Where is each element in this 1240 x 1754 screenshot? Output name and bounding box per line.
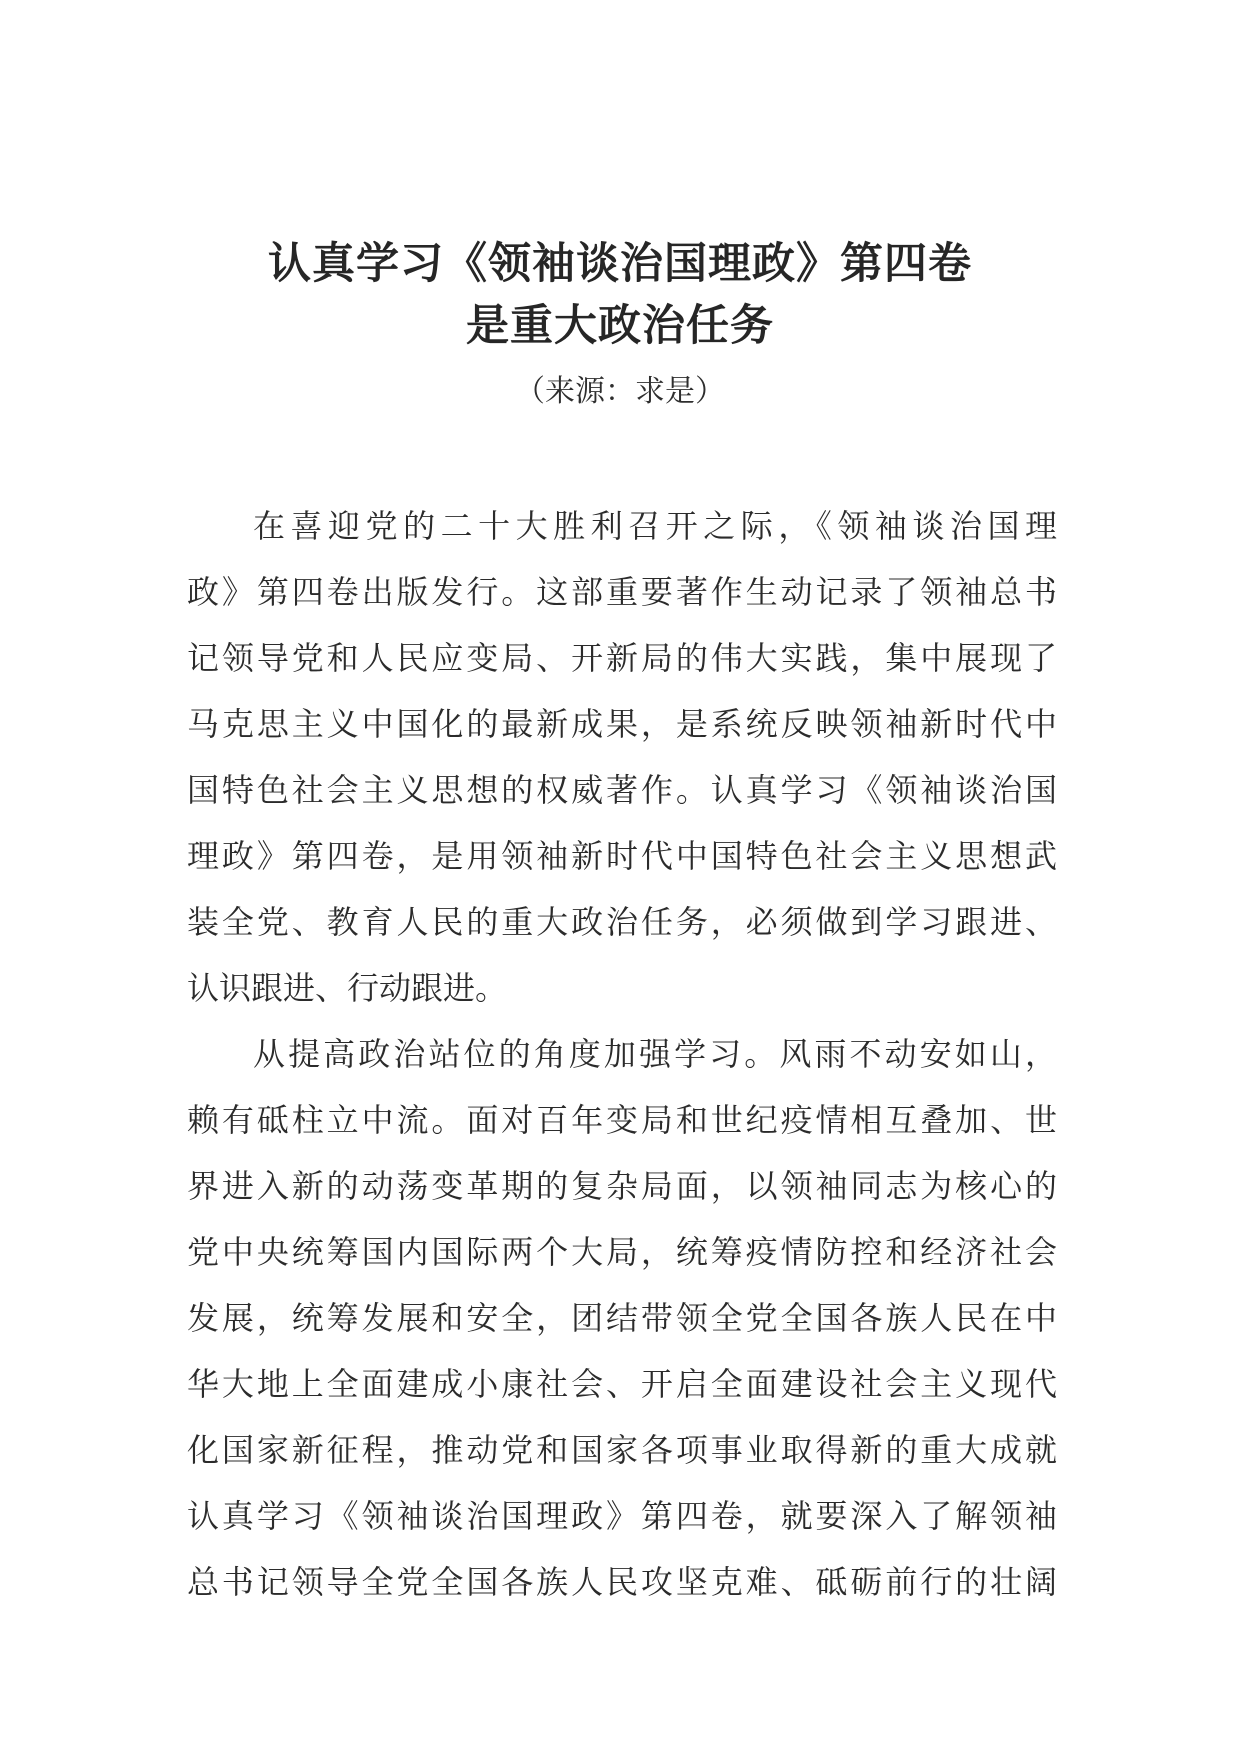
text-line: 认真学习《领袖谈治国理政》第四卷，就要深入了解领袖 [187, 1497, 1057, 1535]
text-line: 党中央统筹国内国际两个大局，统筹疫情防控和经济社会 [187, 1233, 1057, 1271]
paragraph-1 [187, 493, 1057, 1021]
text-line: 政》第四卷出版发行。这部重要著作生动记录了领袖总书 [187, 573, 1057, 611]
text-line: 装全党、教育人民的重大政治任务，必须做到学习跟进、 [187, 903, 1057, 941]
text-line: 化国家新征程，推动党和国家各项事业取得新的重大成就 [187, 1431, 1057, 1469]
text-line: 发展，统筹发展和安全，团结带领全党全国各族人民在中 [187, 1299, 1057, 1337]
title-line-2: 是重大政治任务 [466, 301, 774, 351]
text-line: 国特色社会主义思想的权威著作。认真学习《领袖谈治国 [187, 771, 1057, 809]
text-line: 总书记领导全党全国各族人民攻坚克难、砥砺前行的壮阔 [187, 1563, 1057, 1601]
text-line: 理政》第四卷，是用领袖新时代中国特色社会主义思想武 [187, 837, 1057, 875]
source-note: （来源：求是） [515, 374, 725, 409]
text-line: 记领导党和人民应变局、开新局的伟大实践，集中展现了 [187, 639, 1057, 677]
article-body [187, 493, 1057, 1615]
document-title [0, 233, 1240, 357]
text-line: 马克思主义中国化的最新成果，是系统反映领袖新时代中 [187, 705, 1057, 743]
title-line-1: 认真学习《领袖谈治国理政》第四卷 [268, 239, 972, 289]
text-line: 在喜迎党的二十大胜利召开之际，《领袖谈治国理 [253, 507, 1057, 545]
text-line: 界进入新的动荡变革期的复杂局面，以领袖同志为核心的 [187, 1167, 1057, 1205]
text-line: 从提高政治站位的角度加强学习。风雨不动安如山， [253, 1035, 1057, 1073]
paragraph-2 [187, 1021, 1057, 1615]
text-line: 华大地上全面建成小康社会、开启全面建设社会主义现代 [187, 1365, 1057, 1403]
text-line: 认识跟进、行动跟进。 [187, 969, 508, 1007]
text-line: 赖有砥柱立中流。面对百年变局和世纪疫情相互叠加、世 [187, 1101, 1057, 1139]
